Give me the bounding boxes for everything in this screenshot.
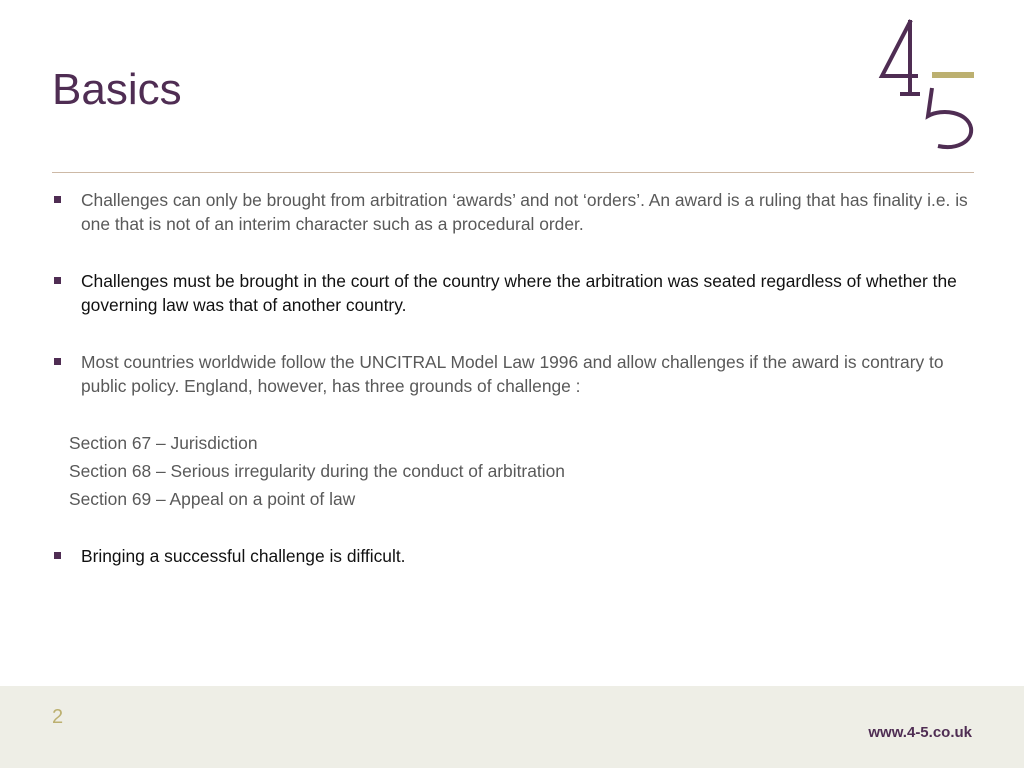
bullet-item (52, 188, 974, 236)
firm-logo-45 (876, 18, 980, 150)
section-line: Section 69 – Appeal on a point of law (69, 489, 356, 509)
bullet-text: Challenges can only be brought from arbitration ‘awards’ and not ‘orders’. An award is a ruling that has finality i.e. is one that is not of an interim character such as a procedural order. (81, 190, 968, 234)
slide-footer (0, 686, 1024, 768)
section-line: Section 68 – Serious irregularity during the conduct of arbitration (69, 461, 565, 481)
bullet-text: Most countries worldwide follow the UNCITRAL Model Law 1996 and allow challenges if the award is contrary to public policy. England, however, has three grounds of challenge : (81, 352, 944, 396)
bullet-item (52, 269, 974, 317)
bullet-item (52, 350, 974, 398)
bullet-square-icon (54, 552, 61, 559)
bullet-item (52, 544, 974, 568)
section-line: Section 67 – Jurisdiction (69, 433, 258, 453)
title-divider (52, 172, 974, 173)
slide-content (52, 188, 974, 568)
page-number: 2 (52, 706, 64, 728)
logo-digit-5 (928, 88, 971, 147)
logo-digit-4 (882, 22, 918, 94)
logo-gold-bar (932, 72, 974, 78)
bullet-square-icon (54, 277, 61, 284)
website-url[interactable]: www.4-5.co.uk (868, 724, 972, 741)
slide-title: Basics (52, 65, 182, 114)
bullet-square-icon (54, 196, 61, 203)
bullet-square-icon (54, 358, 61, 365)
bullet-text: Challenges must be brought in the court of the country where the arbitration was seated regardless of whether the governing law was that of another country. (81, 271, 957, 315)
bullet-text: Bringing a successful challenge is difficult. (81, 546, 406, 566)
